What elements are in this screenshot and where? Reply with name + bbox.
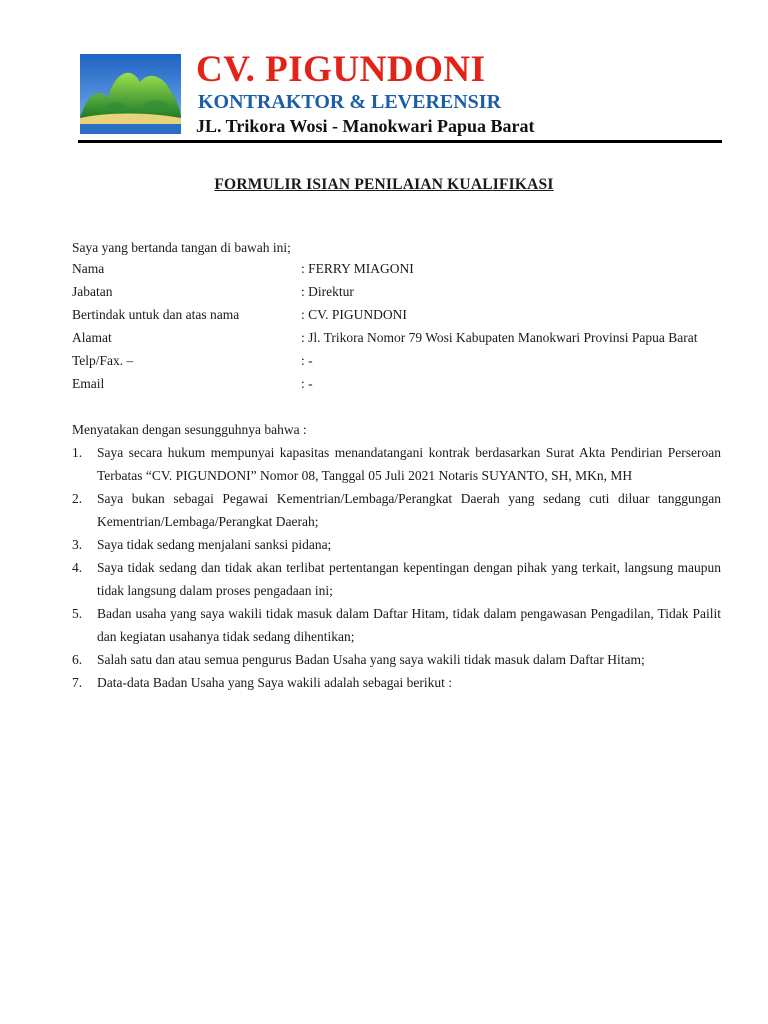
field-row-jabatan — [72, 280, 732, 303]
list-item-text: Saya tidak sedang menjalani sanksi pidana; — [97, 537, 332, 552]
list-item — [72, 648, 721, 671]
list-number: 3. — [72, 537, 83, 552]
letterhead — [78, 48, 722, 144]
field-value: : FERRY MIAGONI — [301, 261, 414, 276]
field-label: Email — [72, 376, 105, 391]
list-item — [72, 671, 721, 694]
field-label: Bertindak untuk dan atas nama — [72, 307, 240, 322]
field-row-alamat — [72, 326, 732, 349]
list-item-text: Saya secara hukum mempunyai kapasitas menandatangani kontrak berdasarkan Surat Akta Pendirian Perseroan Terbatas “CV. PIGUNDONI” Nomor 08, Tanggal 05 Juli 2021 Notaris SUYANTO, SH, MKn, MH — [97, 445, 721, 483]
company-address: JL. Trikora Wosi - Manokwari Papua Barat — [196, 116, 535, 136]
list-number: 2. — [72, 491, 83, 506]
company-tagline: KONTRAKTOR & LEVERENSIR — [198, 91, 502, 113]
field-row-email — [72, 372, 732, 395]
field-value: : Jl. Trikora Nomor 79 Wosi Kabupaten Manokwari Provinsi Papua Barat — [301, 330, 698, 345]
identity-fields — [72, 257, 732, 395]
list-item-text: Salah satu dan atau semua pengurus Badan Usaha yang saya wakili tidak masuk dalam Daftar Hitam; — [97, 652, 645, 667]
mountain-island-logo-icon — [78, 52, 183, 136]
field-label: Nama — [72, 261, 105, 276]
list-item-text: Saya bukan sebagai Pegawai Kementrian/Lembaga/Perangkat Daerah yang sedang cuti diluar tanggungan Kementrian/Lembaga/Perangkat Daerah; — [97, 491, 721, 529]
list-number: 4. — [72, 560, 83, 575]
list-item — [72, 487, 721, 533]
field-row-bertindak — [72, 303, 732, 326]
field-label: Alamat — [72, 330, 112, 345]
field-value: : - — [301, 353, 313, 368]
list-item-text: Badan usaha yang saya wakili tidak masuk dalam Daftar Hitam, tidak dalam pengawasan Pengadilan, Tidak Pailit dan kegiatan usahanya tidak sedang dihentikan; — [97, 606, 721, 644]
field-value: : Direktur — [301, 284, 354, 299]
field-label: Jabatan — [72, 284, 113, 299]
list-number: 7. — [72, 675, 83, 690]
list-item — [72, 533, 721, 556]
field-value: : - — [301, 376, 313, 391]
document-title: FORMULIR ISIAN PENILAIAN KUALIFIKASI — [214, 176, 554, 193]
list-item — [72, 556, 721, 602]
list-item — [72, 441, 721, 487]
field-row-telp — [72, 349, 732, 372]
field-value: : CV. PIGUNDONI — [301, 307, 407, 322]
field-label: Telp/Fax. – — [72, 353, 134, 368]
declaration-list — [72, 441, 721, 694]
list-item — [72, 602, 721, 648]
list-number: 6. — [72, 652, 83, 667]
intro-text: Saya yang bertanda tangan di bawah ini; — [72, 240, 291, 255]
header-divider — [78, 140, 722, 143]
statement-text: Menyatakan dengan sesungguhnya bahwa : — [72, 422, 307, 437]
list-item-text: Data-data Badan Usaha yang Saya wakili adalah sebagai berikut : — [97, 675, 452, 690]
list-number: 5. — [72, 606, 83, 621]
list-number: 1. — [72, 445, 83, 460]
list-item-text: Saya tidak sedang dan tidak akan terlibat pertentangan kepentingan dengan pihak yang terkait, langsung maupun tidak langsung dalam proses pengadaan ini; — [97, 560, 721, 598]
company-name: CV. PIGUNDONI — [196, 49, 486, 90]
field-row-nama — [72, 257, 732, 280]
